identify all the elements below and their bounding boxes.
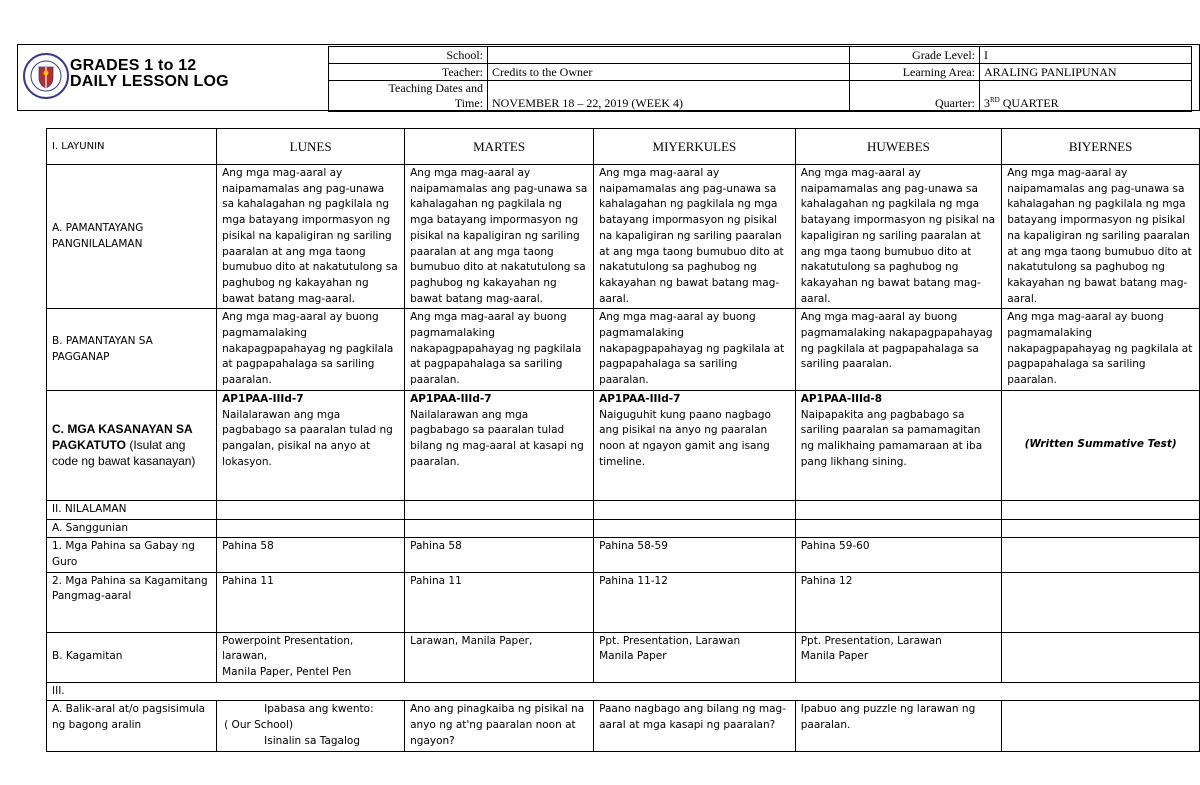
competency-code: AP1PAA-IIId-7 <box>222 392 304 405</box>
kagamitan-cell-miyerkules[interactable] <box>594 632 796 682</box>
kagamitang-cell-martes[interactable]: Pahina 11 <box>405 572 594 632</box>
table-row <box>47 500 1200 519</box>
kagamitan-line: Manila Paper <box>800 650 869 663</box>
header-info-table <box>328 46 1192 112</box>
kagamitan-line: Larawan, Manila Paper, <box>410 634 533 647</box>
table-row <box>47 572 1200 632</box>
b-cell-martes[interactable]: Ang mga mag-aaral ay buong pagmamalaking nakapagpapahayag ng pagkilala at pagpapahalaga sa sariling paaralan. <box>405 309 594 391</box>
deped-seal-icon <box>22 49 70 104</box>
table-row <box>47 165 1200 309</box>
learning-area-label: Learning Area: <box>850 64 980 81</box>
balik-line: Isinalin sa Tagalog <box>264 734 360 747</box>
sanggunian-cell-miyerkules[interactable] <box>594 519 796 538</box>
b-cell-lunes[interactable]: Ang mga mag-aaral ay buong pagmamalaking nakapagpapahayag ng pagkilala at pagpapahalaga sa sariling paaralan. <box>217 309 405 391</box>
sanggunian-cell-huwebes[interactable] <box>795 519 1002 538</box>
sanggunian-label: A. Sanggunian <box>47 519 217 538</box>
kagamitan-cell-huwebes[interactable] <box>795 632 1002 682</box>
teacher-field[interactable]: Credits to the Owner <box>488 64 850 81</box>
layunin-header: I. LAYUNIN <box>47 129 217 165</box>
quarter-word: QUARTER <box>999 96 1059 110</box>
page-title-line2: DAILY LESSON LOG <box>70 73 229 90</box>
quarter-suffix: RD <box>990 96 1000 104</box>
kagamitan-cell-lunes[interactable] <box>217 632 405 682</box>
competency-text: Nailalarawan ang mga pagbabago sa paaralan tulad ng pangalan, pisikal na anyo at lokasyon. <box>222 408 393 468</box>
kagamitan-line: larawan, <box>222 650 268 663</box>
kagamitang-pangmag-aaral-label: 2. Mga Pahina sa Kagamitang Pangmag-aaral <box>47 572 217 632</box>
guro-cell-biyernes[interactable] <box>1002 538 1200 572</box>
a-cell-biyernes[interactable]: Ang mga mag-aaral ay naipamamalas ang pag-unawa sa kahalagahan ng pagkilala ng mga batayang impormasyon ng pisikal na kapaligiran ng sariling paaralan at ang mga taong bumubuo dito at nakatutulong sa paghubog ng kakayahan ng bawat batang mag-aaral. <box>1002 165 1200 309</box>
c-cell-martes[interactable] <box>405 390 594 500</box>
competency-text: Nailalarawan ang mga pagbabago sa paaralan tulad bilang ng mag-aaral at kasapi ng paaralan. <box>410 408 584 468</box>
quarter-field[interactable] <box>980 81 1192 112</box>
guro-cell-lunes[interactable]: Pahina 58 <box>217 538 405 572</box>
a-cell-martes[interactable]: Ang mga mag-aaral ay naipamamalas ang pag-unawa sa kahalagahan ng pagkilala ng mga batayang impormasyon ng pisikal na kapaligiran ng sariling paaralan at ang mga taong bumubuo dito at nakatutulong sa paghubog ng kakayahan ng bawat batang mag-aaral. <box>405 165 594 309</box>
school-field[interactable] <box>488 47 850 64</box>
kagamitang-cell-miyerkules[interactable]: Pahina 11-12 <box>594 572 796 632</box>
c-cell-biyernes[interactable] <box>1002 390 1200 500</box>
nilalaman-cell-biyernes[interactable] <box>1002 500 1200 519</box>
balik-cell-martes[interactable]: Ano ang pinagkaiba ng pisikal na anyo ng at'ng paaralan noon at ngayon? <box>405 701 594 751</box>
teaching-dates-label <box>329 81 488 112</box>
nilalaman-cell-miyerkules[interactable] <box>594 500 796 519</box>
kagamitan-cell-biyernes[interactable] <box>1002 632 1200 682</box>
c-cell-lunes[interactable] <box>217 390 405 500</box>
competency-text: Naipapakita ang pagbabago sa sariling paaralan sa pamamagitan ng malikhaing pamamaraan at iba pang likhang sining. <box>800 408 983 468</box>
teacher-label: Teacher: <box>329 64 488 81</box>
nilalaman-cell-martes[interactable] <box>405 500 594 519</box>
quarter-number: 3 <box>984 96 990 110</box>
kagamitan-line: Ppt. Presentation, Larawan <box>599 634 741 647</box>
kagamitan-line: Manila Paper, Pentel Pen <box>222 666 352 679</box>
table-row <box>47 701 1200 751</box>
a-cell-miyerkules[interactable]: Ang mga mag-aaral ay naipamamalas ang pag-unawa sa kahalagahan ng pagkilala ng mga batayang impormasyon ng pisikal na kapaligiran ng sariling paaralan at ang mga taong bumubuo dito at nakatutulong sa paghubog ng kakayahan ng bawat batang mag-aaral. <box>594 165 796 309</box>
day-header-miyerkules: MIYERKULES <box>594 129 796 165</box>
sanggunian-cell-biyernes[interactable] <box>1002 519 1200 538</box>
kasanayan-label-bold: C. MGA KASANAYAN SA PAGKATUTO <box>52 422 193 453</box>
table-row <box>47 390 1200 500</box>
teaching-dates-field[interactable]: NOVEMBER 18 – 22, 2019 (WEEK 4) <box>488 81 850 112</box>
day-header-huwebes: HUWEBES <box>795 129 1002 165</box>
kagamitang-cell-lunes[interactable]: Pahina 11 <box>217 572 405 632</box>
kagamitang-cell-huwebes[interactable]: Pahina 12 <box>795 572 1002 632</box>
day-header-lunes: LUNES <box>217 129 405 165</box>
balik-cell-huwebes[interactable]: Ipabuo ang puzzle ng larawan ng paaralan. <box>795 701 1002 751</box>
b-cell-biyernes[interactable]: Ang mga mag-aaral ay buong pagmamalaking nakapagpapahayag ng pagkilala at pagpapahalaga sa sariling paaralan. <box>1002 309 1200 391</box>
a-cell-huwebes[interactable]: Ang mga mag-aaral ay naipamamalas ang pag-unawa sa kahalagahan ng pagkilala ng mga batayang impormasyon ng pisikal na kapaligiran ng sariling paaralan at ang mga taong bumubuo dito at nakatutulong sa paghubog ng kakayahan ng bawat batang mag-aaral. <box>795 165 1002 309</box>
competency-code: AP1PAA-IIId-8 <box>800 392 883 405</box>
nilalaman-cell-lunes[interactable] <box>217 500 405 519</box>
balik-cell-miyerkules[interactable]: Paano nagbago ang bilang ng mag-aaral at mga kasapi ng paaralan? <box>594 701 796 751</box>
lesson-log-table <box>46 128 1200 752</box>
table-row <box>47 309 1200 391</box>
kagamitan-line: Ppt. Presentation, Larawan <box>800 634 942 647</box>
teaching-dates-label-1: Teaching Dates and <box>388 81 483 95</box>
guro-cell-martes[interactable]: Pahina 58 <box>405 538 594 572</box>
sanggunian-cell-martes[interactable] <box>405 519 594 538</box>
kagamitan-cell-martes[interactable] <box>405 632 594 682</box>
kagamitan-label: B. Kagamitan <box>47 632 217 682</box>
b-cell-miyerkules[interactable]: Ang mga mag-aaral ay buong pagmamalaking nakapagpapahayag ng pagkilala at pagpapahalaga sa sariling paaralan. <box>594 309 796 391</box>
guro-cell-huwebes[interactable]: Pahina 59-60 <box>795 538 1002 572</box>
teaching-dates-label-2: Time: <box>454 96 483 110</box>
table-row <box>47 632 1200 682</box>
sanggunian-cell-lunes[interactable] <box>217 519 405 538</box>
learning-area-field[interactable]: ARALING PANLIPUNAN <box>980 64 1192 81</box>
school-label: School: <box>329 47 488 64</box>
pamantayang-pangnilalaman-label: A. PAMANTAYANG PANGNILALAMAN <box>47 165 217 309</box>
grade-level-label: Grade Level: <box>850 47 980 64</box>
grade-level-field[interactable]: I <box>980 47 1192 64</box>
day-header-biyernes: BIYERNES <box>1002 129 1200 165</box>
kagamitan-line: Manila Paper <box>599 650 667 663</box>
quarter-label: Quarter: <box>850 81 980 112</box>
kasanayan-label-rest: (Isulat ang code ng bawat kasanayan) <box>52 438 196 469</box>
gabay-ng-guro-label: 1. Mga Pahina sa Gabay ng Guro <box>47 538 217 572</box>
table-header-row <box>47 129 1200 165</box>
kagamitan-line: Powerpoint Presentation, <box>222 634 354 647</box>
table-row <box>47 519 1200 538</box>
a-cell-lunes[interactable]: Ang mga mag-aaral ay naipamamalas ang pag-unawa sa kahalagahan ng pagkilala ng mga batayang impormasyon ng pisikal na kapaligiran ng sariling paaralan at ang mga taong bumubuo dito at nakatutulong sa paghubog ng kakayahan ng bawat batang mag-aaral. <box>217 165 405 309</box>
table-row <box>47 682 1200 701</box>
b-cell-huwebes[interactable]: Ang mga mag-aaral ay buong pagmamalaking nakapagpapahayag ng pagkilala at pagpapahalaga sa sariling paaralan. <box>795 309 1002 391</box>
page-title-line1: GRADES 1 to 12 <box>70 57 197 74</box>
guro-cell-miyerkules[interactable]: Pahina 58-59 <box>594 538 796 572</box>
nilalaman-cell-huwebes[interactable] <box>795 500 1002 519</box>
table-row <box>47 538 1200 572</box>
balik-cell-lunes[interactable] <box>217 701 405 751</box>
day-header-martes: MARTES <box>405 129 594 165</box>
competency-text: Naiguguhit kung paano nagbago ang pisikal na anyo ng paaralan noon at ngayon gamit ang isang timeline. <box>599 408 771 468</box>
section-iii-label: III. <box>47 682 1200 701</box>
pamantayan-sa-pagganap-label: B. PAMANTAYAN SA PAGGANAP <box>47 309 217 391</box>
competency-code: AP1PAA-IIId-7 <box>599 392 681 405</box>
c-cell-huwebes[interactable] <box>795 390 1002 500</box>
competency-code: AP1PAA-IIId-7 <box>410 392 492 405</box>
balik-aral-label: A. Balik-aral at/o pagsisimula ng bagong aralin <box>47 701 217 751</box>
c-cell-miyerkules[interactable] <box>594 390 796 500</box>
balik-line: ( Our School) <box>224 719 294 732</box>
kagamitang-cell-biyernes[interactable] <box>1002 572 1200 632</box>
balik-cell-biyernes[interactable] <box>1002 701 1200 751</box>
balik-line: Ipabasa ang kwento: <box>264 703 374 716</box>
summative-test-note: (Written Summative Test) <box>1024 438 1177 451</box>
kasanayan-label <box>47 390 217 500</box>
nilalaman-label: II. NILALAMAN <box>47 500 217 519</box>
